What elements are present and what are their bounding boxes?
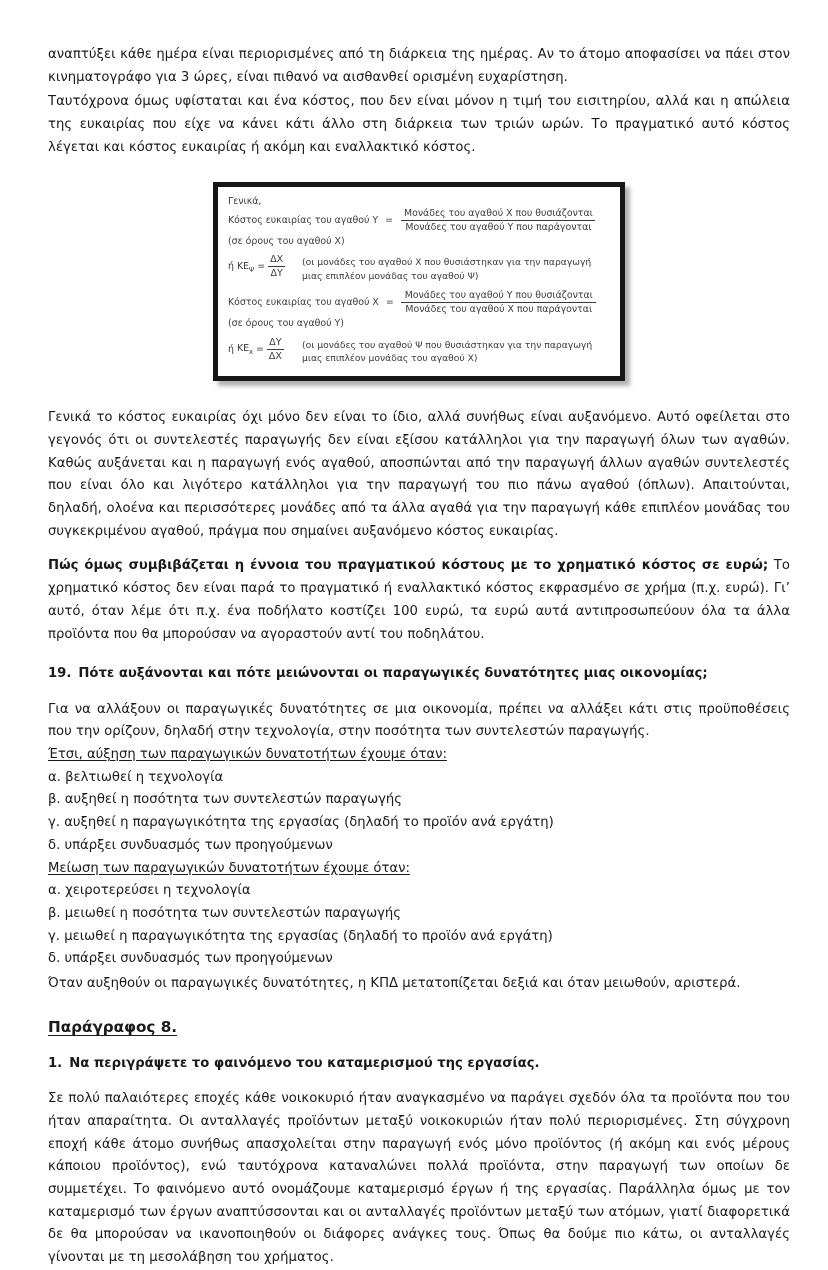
question-1-text: Να περιγράψετε το φαινόμενο του καταμερισμού της εργασίας. xyxy=(69,1055,540,1071)
decrease-list-title: Μείωση των παραγωγικών δυνατοτήτων έχουμε όταν: xyxy=(48,860,410,876)
formula-y-alt-equals: = xyxy=(257,261,266,273)
formula-x-terms-note: (σε όρους του αγαθού Υ) xyxy=(228,318,344,330)
money-cost-body: Το χρηματικό κόστος δεν είναι παρά το πραγματικό ή εναλλακτικό κόστος εκφρασμένο σε χρήμα (π.χ. ευρώ). Γι’ αυτό, όταν λέμε ότι π.χ. ένα ποδήλατο κοστίζει 100 ευρώ, τα ευρώ αυτά αντιπροσωπεύουν όλα τα άλλα προϊόντα που θα μπορούσαν να αγοραστούν αντί του ποδηλάτου. xyxy=(48,558,790,642)
formula-heading: Γενικά, xyxy=(228,195,262,207)
formula-x-alt-symbol: $KE_x$ xyxy=(236,342,253,356)
formula-x-alt-expression xyxy=(228,334,302,362)
formula-y-alt-symbol: $KE_\Psi$ xyxy=(236,260,255,274)
paragraph-intro-2: Ταυτόχρονα όμως υφίσταται και ένα κόστος, που δεν είναι μόνον η τιμή του εισιτηρίου, αλλά και η απώλεια της ευκαιρίας που είχε να κάνει κάτι άλλο στη διάρκεια των τριών ωρών. Το πραγματικό αυτό κόστος λέγεται και κόστος ευκαιρίας ή ακόμη και εναλλακτικό κόστος. xyxy=(48,94,790,155)
formula-x-alt-numerator: ΔΥ xyxy=(269,336,282,348)
formula-x-alt-fraction xyxy=(267,337,284,362)
formula-y-alt-prefix: ή xyxy=(228,261,234,273)
formula-x-explanation: (οι μονάδες του αγαθού Ψ που θυσιάστηκαν για την παραγωγή μιας επιπλέον μονάδας του αγαθού Χ) xyxy=(302,339,593,364)
opportunity-cost-formula-box xyxy=(213,182,625,382)
formula-x-alt-denominator: ΔΧ xyxy=(268,350,282,362)
formula-y-alt-fraction xyxy=(268,254,285,279)
money-cost-question: Πώς όμως συμβιβάζεται η έννοια του πραγματικού κόστους με το χρηματικό κόστος σε ευρώ; xyxy=(48,558,769,574)
list-item: γ. αυξηθεί η παραγωγικότητα της εργασίας (δηλαδή το προϊόν ανά εργάτη) xyxy=(48,815,554,831)
question-1-heading xyxy=(48,1053,790,1075)
formula-x-label: Κόστος ευκαιρίας του αγαθού Χ xyxy=(228,297,379,309)
formula-x-alt-subscript: x xyxy=(249,347,253,356)
formula-y-alt-expression xyxy=(228,251,302,279)
formula-x-fraction xyxy=(401,290,597,315)
paragraph-money-cost xyxy=(48,555,790,646)
formula-block-y-alt xyxy=(228,251,611,283)
list-item: δ. υπάρξει συνδυασμός των προηγούμενων xyxy=(48,951,333,967)
question-19-text: Πότε αυξάνονται και πότε μειώνονται οι παραγωγικές δυνατότητες μιας οικονομίας; xyxy=(78,666,708,682)
question-19-number: 19. xyxy=(48,666,72,682)
opportunity-cost-formula-container xyxy=(48,182,790,382)
formula-y-explanation: (οι μονάδες του αγαθού Χ που θυσιάστηκαν για την παραγωγή μιας επιπλέον μονάδας του αγαθού Ψ) xyxy=(302,257,592,282)
formula-block-y-main xyxy=(228,208,611,233)
formula-y-denominator: Μονάδες του αγαθού Υ που παράγονται xyxy=(401,220,595,233)
list-item: β. αυξηθεί η ποσότητα των συντελεστών παραγωγής xyxy=(48,792,403,808)
section-heading-paragraph-8: Παράγραφος 8. xyxy=(48,1017,178,1036)
question-19-heading xyxy=(48,663,790,685)
list-item: β. μειωθεί η ποσότητα των συντελεστών παραγωγής xyxy=(48,906,402,921)
paragraph-q19-answer: Για να αλλάξουν οι παραγωγικές δυνατότητες σε μια οικονομία, πρέπει να αλλάξει κάτι στις προϋποθέσεις που την ορίζουν, δηλαδή στην τεχνολογία, στην ποσότητα των συντελεστών παραγωγής. xyxy=(48,701,790,740)
spacer xyxy=(48,545,790,555)
formula-y-terms-note: (σε όρους του αγαθού Χ) xyxy=(228,236,345,248)
list-item: α. βελτιωθεί η τεχνολογία xyxy=(48,769,224,785)
list-item: δ. υπάρξει συνδυασμός των προηγούμενων xyxy=(48,837,333,853)
formula-y-alt-numerator: ΔΧ xyxy=(270,254,284,266)
formula-y-numerator: Μονάδες του αγαθού Χ που θυσιάζονται xyxy=(404,208,593,220)
list-item: γ. μειωθεί η παραγωγικότητα της εργασίας (δηλαδή το προϊόν ανά εργάτη) xyxy=(48,928,553,944)
paragraph-division-of-labour: Σε πολύ παλαιότερες εποχές κάθε νοικοκυριό ήταν αναγκασμένο να παράγει σχεδόν όλα τα προϊόντα που του ήταν απαραίτητα. Οι ανταλλαγές προϊόντων μεταξύ νοικοκυριών ήταν πολύ περιορισμένες. Στη σύγχρονη εποχή κάθε άτομο συνήθως απασχολείται στην παραγωγή ενός μόνο προϊόντος (ή ακόμη και ενός μέρους κάποιου προϊόντος), ενώ ταυτόχρονα καταναλώνει πολλά προϊόντα, στην παραγωγή των οποίων δε συμμετέχει. Το φαινόμενο αυτό ονομάζουμε καταμερισμό έργων ή της εργασίας. Παράλληλα όμως με τον καταμερισμό των έργων αναπτύσσονται και οι ανταλλαγές προϊόντων μεταξύ των ατόμων, γιατί διαφορετικά δε θα μπορούσαν να ικανοποιηθούν οι διάφορες ανάγκες τους. Όπως θα δούμε πιο κάτω, οι ανταλλαγές γίνονται με τη μεσολάβηση του χρήματος. xyxy=(48,1091,790,1266)
formula-y-label: Κόστος ευκαιρίας του αγαθού Υ xyxy=(228,215,379,227)
formula-block-x-alt xyxy=(228,334,611,366)
question-1-number: 1. xyxy=(48,1055,63,1071)
formula-x-alt-prefix: ή xyxy=(228,343,234,355)
formula-x-equals: = xyxy=(385,297,394,309)
formula-y-equals: = xyxy=(385,215,393,227)
formula-y-fraction xyxy=(400,208,597,233)
formula-block-x-main xyxy=(228,290,611,315)
formula-x-alt-equals: = xyxy=(255,343,264,355)
formula-y-alt-subscript: Ψ xyxy=(249,265,255,274)
formula-x-denominator: Μονάδες του αγαθού Χ που παράγονται xyxy=(401,302,596,315)
formula-x-numerator: Μονάδες του αγαθού Υ που θυσιάζονται xyxy=(404,290,593,302)
closing-line-kpd: Όταν αυξηθούν οι παραγωγικές δυνατότητες, η ΚΠΔ μετατοπίζεται δεξιά και όταν μειωθούν, αριστερά. xyxy=(48,976,741,992)
list-item: α. χειροτερεύσει η τεχνολογία xyxy=(48,883,251,899)
paragraph-after-box: Γενικά το κόστος ευκαιρίας όχι μόνο δεν είναι το ίδιο, αλλά συνήθως είναι αυξανόμενο. Αυτό οφείλεται στο γεγονός ότι οι συντελεστές παραγωγής δεν είναι εξίσου κατάλληλοι για την παραγωγή όλων των αγαθών. Καθώς αυξάνεται και η παραγωγή ενός αγαθού, αποσπώνται από την παραγωγή άλλων αγαθών συντελεστές που είναι όλο και λιγότερο κατάλληλοι για την παραγωγή του πιο πάνω αγαθού (όπλων). Απαιτούνται, δηλαδή, ολοένα και περισσότερες μονάδες από τα άλλα αγαθά για την παραγωγή κάθε επιπλέον μονάδας του συγκεκριμένου αγαθού, πράγμα που σημαίνει αυξανόμενο κόστος ευκαιρίας. xyxy=(48,410,790,539)
paragraph-intro-1: αναπτύξει κάθε ημέρα είναι περιορισμένες από τη διάρκεια της ημέρας. Αν το άτομο αποφασίσει να πάει στον κινηματογράφο για 3 ώρες, είναι πιθανό να αισθανθεί ορισμένη ευχαρίστηση. xyxy=(48,47,790,85)
increase-list-title: Έτσι, αύξηση των παραγωγικών δυνατοτήτων έχουμε όταν: xyxy=(48,747,447,763)
formula-y-alt-denominator: ΔΥ xyxy=(270,268,283,280)
